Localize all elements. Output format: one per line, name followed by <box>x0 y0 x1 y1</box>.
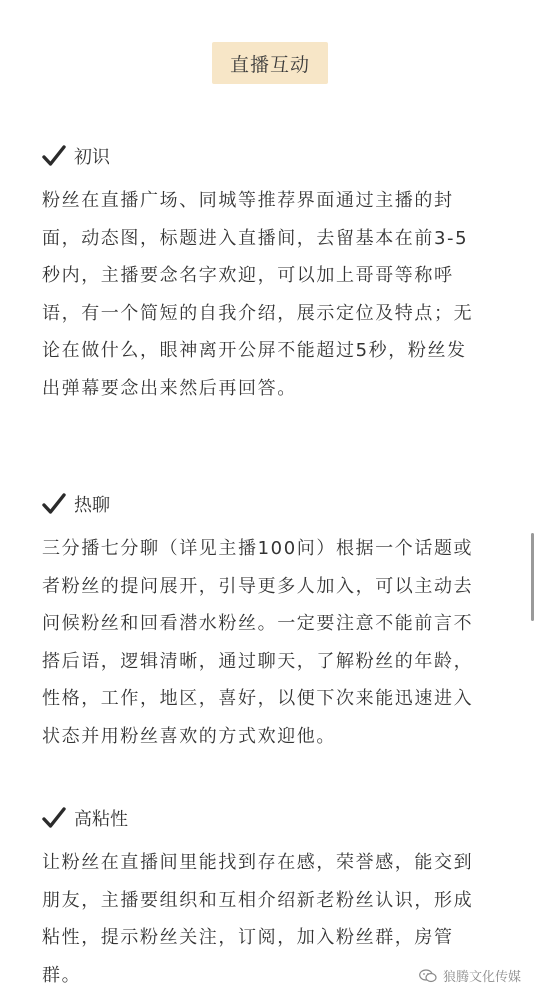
paragraph-line: 面，动态图，标题进入直播间，去留基本在前3-5 <box>42 227 469 249</box>
section-paragraph <box>42 182 502 408</box>
section-title: 热聊 <box>74 495 110 516</box>
paragraph-line: 状态并用粉丝喜欢的方式欢迎他。 <box>42 725 336 747</box>
paragraph-line: 论在做什么，眼神离开公屏不能超过5秒，粉丝发 <box>42 340 467 362</box>
paragraph-line: 性格，工作，地区，喜好，以便下次来能迅速进入 <box>42 688 474 710</box>
paragraph-line: 语，有一个简短的自我介绍，展示定位及特点；无 <box>42 302 474 324</box>
section-title: 高粘性 <box>74 809 128 830</box>
paragraph-line: 者粉丝的提问展开，引导更多人加入，可以主动去 <box>42 575 474 597</box>
section-heading <box>42 140 502 172</box>
paragraph-line: 问候粉丝和回看潜水粉丝。一定要注意不能前言不 <box>42 613 474 635</box>
scrollbar[interactable] <box>531 533 534 621</box>
watermark-text: 狼腾文化传媒 <box>442 970 521 985</box>
watermark <box>419 966 521 985</box>
paragraph-line: 粉丝在直播广场、同城等推荐界面通过主播的封 <box>42 190 454 211</box>
paragraph-line: 群。 <box>42 964 82 986</box>
paragraph-line: 三分播七分聊（详见主播100问）根据一个话题或 <box>42 538 474 559</box>
paragraph-line: 朋友，主播要组织和互相介绍新老粉丝认识，形成 <box>42 889 474 911</box>
paragraph-line: 让粉丝在直播间里能找到存在感，荣誉感，能交到 <box>42 852 474 873</box>
paragraph-line: 秒内，主播要念名字欢迎，可以加上哥哥等称呼 <box>42 265 454 287</box>
section-header-badge <box>212 42 328 84</box>
section-heading <box>42 488 502 520</box>
checkmark-icon <box>42 145 66 167</box>
wechat-icon <box>419 969 437 983</box>
checkmark-icon <box>42 807 66 829</box>
section-paragraph <box>42 530 502 756</box>
paragraph-line: 粘性，提示粉丝关注，订阅，加入粉丝群，房管 <box>42 927 454 949</box>
section-heading <box>42 802 502 834</box>
section-hot-chat <box>42 488 502 756</box>
page-title: 直播互动 <box>229 53 310 76</box>
checkmark-icon <box>42 493 66 515</box>
paragraph-line: 出弹幕要念出来然后再回答。 <box>42 377 297 399</box>
section-title: 初识 <box>74 147 110 168</box>
paragraph-line: 搭后语，逻辑清晰，通过聊天，了解粉丝的年龄， <box>42 650 474 672</box>
section-first-meet <box>42 140 502 408</box>
